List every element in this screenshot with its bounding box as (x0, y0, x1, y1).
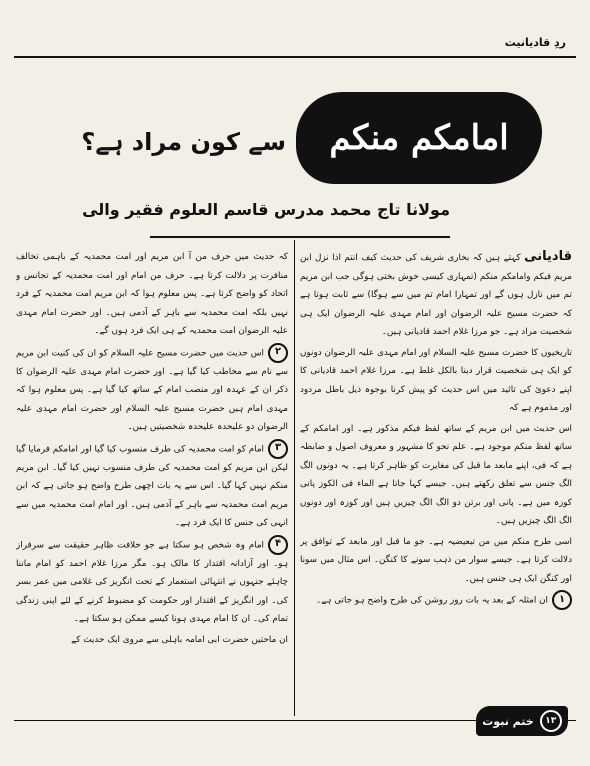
point-marker-1: ۱ (552, 590, 572, 610)
lead-word: قادیانی (524, 249, 572, 264)
article-subtitle: سے کون مراد ہے؟ (81, 128, 286, 156)
right-paragraph-4: اسی طرح منکم میں من تبعیضیہ ہے۔ جو ما قبل اور مابعد کے توافق پر دلالت کرتا ہے۔ جیسے سوار من ذہب سونے کا کنگن۔ اس مثال میں سونا اور کنگن ایک ہی جنس ہیں۔ (300, 536, 572, 584)
left-paragraph-5: ان ماحتیں حضرت ابی امامہ باہلی سے مروی ایک حدیث کے (71, 634, 288, 645)
right-paragraph-2: تاریخیوں کا حضرت مسیح علیہ السلام اور امام مہدی علیہ الرضوان دونوں کو ایک ہی شخصیت قرار دینا بالکل غلط ہے۔ مرزا غلام احمد قادیانی کا اپنے دعوئ کی تائید میں اس حدیث کو پیش کرنا بوجوہ ذیل باطل مردود اور مذموم ہے کہ (300, 347, 572, 413)
column-divider (294, 240, 295, 716)
right-paragraph-3: اس حدیث میں ابن مریم کے ساتھ لفظ فیکم مذکور ہے۔ اور امامکم کے ساتھ لفظ منکم موجود ہے۔ علم نحو کا مشہور و معروف اصول و ضابطہ ہے کہ فی، اپنے مابعد ما قبل کی مغایرت کو ظاہر کرتا ہے۔ یہ دونوں الگ الگ جنس سے تعلق رکھتے ہیں۔ جیسے کہا جاتا ہے الماء فی الکوز پانی کوزہ میں ہے۔ پانی اور برتن دو الگ الگ چیزیں ہیں اور کوزہ اور دونوں الگ الگ چیزیں ہیں۔ (300, 423, 572, 526)
article-title: امامکم منکم (329, 118, 509, 158)
left-paragraph-1: کہ حدیث میں حرف من آ ابن مریم اور امت محمدیہ کے باہمی تخالف منافرت پر دلالت کرتا ہے۔ حرف من امام اور امت محمدیہ کے تجانس و اتحاد کو واضح کرتا ہے۔ پس معلوم ہوا کہ ابن مریم امت محمدیہ کے فرد نہیں بلکہ امت محمدیہ سے باہر کے آدمی ہیں۔ اور حضرت امام مہدی علیہ الرضوان امت محمدیہ کے ہی ایک فرد ہوں گے۔ (16, 252, 288, 336)
author-byline: مولانا تاج محمد مدرس قاسم العلوم فقیر والی (82, 200, 450, 219)
right-paragraph-1 (300, 248, 572, 342)
left-column (16, 248, 288, 720)
left-paragraph-3-text: امام کو امت محمدیہ کی طرف منسوب کیا گیا اور امامکم فرمایا گیا لیکن ابن مریم کو امت محمدیہ کی طرف منسوب نہیں کیا گیا۔ ابن مریم منکم نہیں کہا گیا۔ اس سے یہ بات اچھی طرح واضح ہو جاتی ہے کہ ابن مریم امت محمدیہ سے باہر کے آدمی ہیں۔ اور امام امت محمدیہ میں سے انہی کی جنس کا ایک فرد ہے۔ (16, 444, 288, 528)
right-paragraph-5-text: ان امثلہ کے بعد یہ بات روز روشن کی طرح واضح ہو جاتی ہے۔ (315, 595, 548, 606)
magazine-name: ختم نبوت (482, 714, 534, 728)
left-paragraph-4 (16, 535, 288, 629)
point-marker-2: ۲ (268, 343, 288, 363)
left-paragraph-4-text: امام وہ شخص ہو سکتا ہے جو خلافت ظاہر حقیقت سے سرفراز ہو۔ اور آزادانہ اقتدار کا مالک ہو۔ مگر مرزا غلام احمد کو امام ماننا چاہئے جنہوں نے انتہائی استعمار کے تحت انگریز کی غلامی میں عمر بسر کی۔ اور انگریز کے اقتدار اور حکومت کو مضبوط کرنے کے لئے اپنی زندگی تمام کی۔ ان کا امام مہدی ہونا کیسے ممکن ہو سکتا ہے۔ (16, 540, 288, 624)
right-paragraph-1-text: کہتے ہیں کہ بخاری شریف کی حدیث کیف انتم اذا نزل ابن مریم فیکم وامامکم منکم (تمہاری کیسی خوش بختی ہوگی جب ابن مریم تم میں نازل ہوں گے اور تمہارا امام تم میں سے ہوگا) سے ثابت ہوتا ہے کہ حضرت مسیح علیہ الرضوان اور امام مہدی علیہ الرضوان ایک ہی شخصیت مراد ہے۔ جو مرزا غلام احمد قادیانی ہیں۔ (300, 253, 572, 337)
top-divider (14, 56, 576, 58)
byline-divider (150, 236, 450, 238)
running-head: ردِ قادیانیت (504, 36, 566, 49)
right-column (300, 248, 572, 696)
page-number: ۱۳ (540, 710, 562, 732)
left-paragraph-3 (16, 439, 288, 533)
left-paragraph-2 (16, 343, 288, 437)
point-marker-4: ۴ (268, 535, 288, 555)
right-paragraph-5 (300, 590, 572, 610)
title-banner (296, 92, 542, 184)
point-marker-3: ۳ (268, 439, 288, 459)
footer-badge (476, 706, 568, 736)
left-paragraph-2-text: اس حدیث میں حضرت مسیح علیہ السلام کو ان کی کنیت ابن مریم سے نام سے مخاطب کیا گیا ہے۔ اور حضرت امام مہدی علیہ الرضوان کا ذکر ان کے عہدہ اور منصب امام کے ساتھ کیا گیا ہے۔ پس معلوم ہوا کہ مہدی امام ہیں حضرت مسیح علیہ السلام اور حضرت امام مہدی علیہ الرضوان دو علیحدہ علیحدہ شخصیتیں ہیں۔ (16, 348, 288, 432)
